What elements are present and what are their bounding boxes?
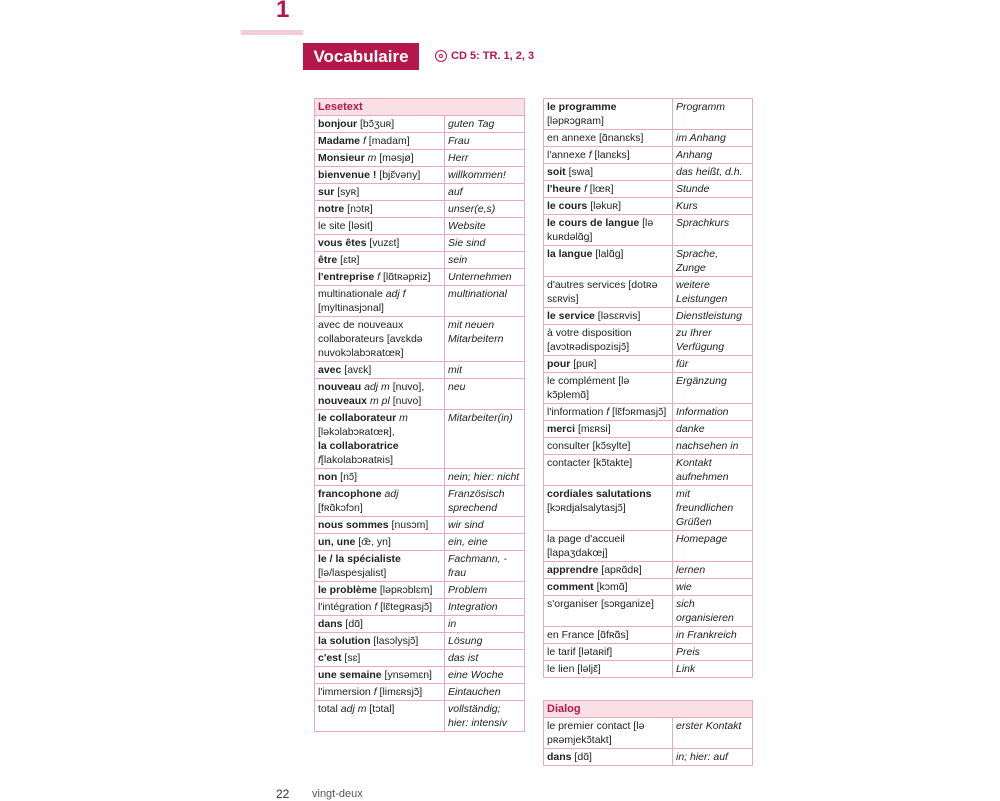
vocab-row: [315, 534, 525, 551]
german-translation: eine Woche: [445, 667, 525, 684]
vocab-row: [544, 661, 753, 678]
cd-label: CD 5: TR. 1, 2, 3: [451, 50, 535, 62]
vocab-row: [315, 317, 525, 362]
vocab-row: [544, 164, 753, 181]
german-translation: Information: [673, 404, 753, 421]
vocab-row: [544, 455, 753, 486]
german-translation: wir sind: [445, 517, 525, 534]
french-term: s'organiser [sɔʀganize]: [544, 596, 673, 627]
vocab-row: [544, 596, 753, 627]
vocab-row: [544, 579, 753, 596]
vocab-row: [315, 469, 525, 486]
french-term: le cours de langue [lə kuʀdəlɑ̃g]: [544, 215, 673, 246]
vocab-row: [315, 410, 525, 469]
german-translation: Französisch sprechend: [445, 486, 525, 517]
german-translation: Dienstleistung: [673, 308, 753, 325]
french-term: le cours [ləkuʀ]: [544, 198, 673, 215]
german-translation: mit freundlichen Grüßen: [673, 486, 753, 531]
vocab-table-dialog: [543, 700, 753, 766]
german-translation: Lösung: [445, 633, 525, 650]
french-term: apprendre [apʀɑ̃dʀ]: [544, 562, 673, 579]
german-translation: Homepage: [673, 531, 753, 562]
french-term: le complément [lə kɔ̃plemɑ̃]: [544, 373, 673, 404]
german-translation: Preis: [673, 644, 753, 661]
chapter-rule: [241, 30, 303, 35]
french-term: dans [dɑ̃]: [315, 616, 445, 633]
french-term: notre [nɔtʀ]: [315, 201, 445, 218]
french-term: un, une [œ̃, yn]: [315, 534, 445, 551]
german-translation: Kurs: [673, 198, 753, 215]
french-term: le tarif [lətaʀif]: [544, 644, 673, 661]
french-term: multinationale adj f [myltinasjɔnal]: [315, 286, 445, 317]
vocab-row: [315, 582, 525, 599]
vocab-row: [544, 130, 753, 147]
vocab-table-right: [543, 98, 753, 678]
german-translation: Website: [445, 218, 525, 235]
german-translation: Eintauchen: [445, 684, 525, 701]
french-term: francophone adj [fʀɑ̃kɔfɔn]: [315, 486, 445, 517]
french-term: consulter [kɔ̃sylte]: [544, 438, 673, 455]
cd-icon: [435, 50, 447, 62]
section-title: Vocabulaire: [303, 43, 419, 70]
french-term: le premier contact [lə pʀəmjekɔ̃takt]: [544, 718, 673, 749]
vocab-row: [544, 562, 753, 579]
vocab-row: [544, 356, 753, 373]
french-term: vous êtes [vuzɛt]: [315, 235, 445, 252]
vocab-row: [315, 235, 525, 252]
german-translation: Link: [673, 661, 753, 678]
vocab-row: [315, 218, 525, 235]
vocab-row: [544, 181, 753, 198]
french-term: l'intégration f [lɛ̃tegʀasjɔ̃]: [315, 599, 445, 616]
german-translation: weitere Leistungen: [673, 277, 753, 308]
vocab-row: [315, 133, 525, 150]
german-translation: nachsehen in: [673, 438, 753, 455]
french-term: le problème [ləpʀɔblɛm]: [315, 582, 445, 599]
vocab-row: [315, 167, 525, 184]
german-translation: neu: [445, 379, 525, 410]
french-term: Monsieur m [məsjø]: [315, 150, 445, 167]
french-term: comment [kɔmɑ̃]: [544, 579, 673, 596]
vocab-row: [315, 667, 525, 684]
french-term: bienvenue ! [bjɛ̃vəny]: [315, 167, 445, 184]
french-term: le / la spécialiste [lə/laspesjalist]: [315, 551, 445, 582]
french-term: c'est [sɛ]: [315, 650, 445, 667]
vocab-row: [544, 198, 753, 215]
vocab-row: [544, 325, 753, 356]
french-term: être [ɛtʀ]: [315, 252, 445, 269]
vocab-row: [544, 486, 753, 531]
german-translation: danke: [673, 421, 753, 438]
vocab-row: [315, 684, 525, 701]
german-translation: für: [673, 356, 753, 373]
vocab-row: [544, 147, 753, 164]
french-term: dans [dɑ̃]: [544, 749, 673, 766]
vocab-row: [544, 277, 753, 308]
french-term: nous sommes [nusɔm]: [315, 517, 445, 534]
german-translation: guten Tag: [445, 116, 525, 133]
french-term: non [nɔ̃]: [315, 469, 445, 486]
german-translation: Ergänzung: [673, 373, 753, 404]
german-translation: vollständig; hier: intensiv: [445, 701, 525, 732]
vocab-row: [315, 486, 525, 517]
german-translation: Integration: [445, 599, 525, 616]
french-term: cordiales salutations [kɔʀdjalsalytasjɔ̃]: [544, 486, 673, 531]
french-term: le lien [ləljɛ̃]: [544, 661, 673, 678]
vocab-row: [315, 650, 525, 667]
french-term: la solution [lasɔlysjɔ̃]: [315, 633, 445, 650]
german-translation: in Frankreich: [673, 627, 753, 644]
vocab-row: [544, 718, 753, 749]
german-translation: multinational: [445, 286, 525, 317]
german-translation: wie: [673, 579, 753, 596]
section-header-lesetext: Lesetext: [315, 99, 525, 116]
vocab-row: [544, 99, 753, 130]
vocab-row: [315, 379, 525, 410]
vocab-row: [544, 308, 753, 325]
french-term: d'autres services [dotʀə sɛʀvis]: [544, 277, 673, 308]
vocab-row: [315, 616, 525, 633]
french-term: l'heure f [lœʀ]: [544, 181, 673, 198]
vocab-row: [315, 701, 525, 732]
french-term: sur [syʀ]: [315, 184, 445, 201]
vocab-row: [315, 184, 525, 201]
german-translation: sein: [445, 252, 525, 269]
german-translation: Mitarbeiter(in): [445, 410, 525, 469]
french-term: une semaine [ynsəmɛn]: [315, 667, 445, 684]
french-term: merci [mɛʀsi]: [544, 421, 673, 438]
cd-reference: [435, 50, 534, 62]
french-term: nouveau adj m [nuvo], nouveaux m pl [nuvo]: [315, 379, 445, 410]
vocab-row: [544, 421, 753, 438]
german-translation: Anhang: [673, 147, 753, 164]
vocab-row: [315, 599, 525, 616]
page-number: 22: [276, 787, 290, 801]
french-term: l'information f [lɛ̃fɔʀmasjɔ̃]: [544, 404, 673, 421]
vocab-row: [315, 269, 525, 286]
vocab-row: [544, 627, 753, 644]
german-translation: Frau: [445, 133, 525, 150]
page-number-words: vingt-deux: [312, 788, 363, 800]
german-translation: Programm: [673, 99, 753, 130]
vocab-row: [315, 252, 525, 269]
french-term: le service [ləsɛʀvis]: [544, 308, 673, 325]
french-term: la langue [lalɑ̃g]: [544, 246, 673, 277]
german-translation: Sprache, Zunge: [673, 246, 753, 277]
section-header-dialog: Dialog: [544, 701, 753, 718]
vocab-row: [544, 749, 753, 766]
vocab-row: [544, 373, 753, 404]
french-term: en France [ɑ̃fʀɑ̃s]: [544, 627, 673, 644]
vocab-row: [315, 551, 525, 582]
vocab-row: [315, 517, 525, 534]
vocab-row: [315, 201, 525, 218]
german-translation: Kontakt aufnehmen: [673, 455, 753, 486]
french-term: le collaborateur m [ləkɔlabɔʀatœʀ], la collaboratrice f[lakolabɔʀatʀis]: [315, 410, 445, 469]
german-translation: im Anhang: [673, 130, 753, 147]
vocab-row: [315, 116, 525, 133]
german-translation: Sprachkurs: [673, 215, 753, 246]
german-translation: das heißt, d.h.: [673, 164, 753, 181]
vocab-row: [315, 150, 525, 167]
german-translation: Stunde: [673, 181, 753, 198]
french-term: le programme [ləpʀɔgʀam]: [544, 99, 673, 130]
german-translation: mit: [445, 362, 525, 379]
vocab-row: [544, 531, 753, 562]
vocab-row: [315, 286, 525, 317]
chapter-number: 1: [276, 0, 290, 23]
german-translation: mit neuen Mitarbeitern: [445, 317, 525, 362]
french-term: contacter [kɔ̃takte]: [544, 455, 673, 486]
french-term: avec [avɛk]: [315, 362, 445, 379]
vocab-table-left: [314, 98, 525, 732]
german-translation: ein, eine: [445, 534, 525, 551]
french-term: bonjour [bɔ̃ʒuʀ]: [315, 116, 445, 133]
german-translation: Herr: [445, 150, 525, 167]
french-term: à votre disposition [avɔtʀədispozisjɔ̃]: [544, 325, 673, 356]
german-translation: in; hier: auf: [673, 749, 753, 766]
french-term: pour [puʀ]: [544, 356, 673, 373]
french-term: l'entreprise f [lɑ̃tʀəpʀiz]: [315, 269, 445, 286]
vocab-row: [544, 644, 753, 661]
german-translation: sich organisieren: [673, 596, 753, 627]
vocab-row: [544, 404, 753, 421]
vocab-row: [544, 215, 753, 246]
french-term: la page d'accueil [lapaʒdakœj]: [544, 531, 673, 562]
german-translation: Unternehmen: [445, 269, 525, 286]
french-term: soit [swa]: [544, 164, 673, 181]
vocab-row: [544, 438, 753, 455]
german-translation: lernen: [673, 562, 753, 579]
german-translation: auf: [445, 184, 525, 201]
german-translation: Sie sind: [445, 235, 525, 252]
german-translation: in: [445, 616, 525, 633]
french-term: en annexe [ɑ̃nanɛks]: [544, 130, 673, 147]
french-term: avec de nouveaux collaborateurs [avɛkdə nuvokɔlabɔʀatœʀ]: [315, 317, 445, 362]
french-term: Madame f [madam]: [315, 133, 445, 150]
vocab-row: [315, 633, 525, 650]
vocab-row: [544, 246, 753, 277]
german-translation: Problem: [445, 582, 525, 599]
german-translation: zu Ihrer Verfügung: [673, 325, 753, 356]
german-translation: nein; hier: nicht: [445, 469, 525, 486]
german-translation: willkommen!: [445, 167, 525, 184]
vocab-row: [315, 362, 525, 379]
german-translation: unser(e,s): [445, 201, 525, 218]
french-term: total adj m [tɔtal]: [315, 701, 445, 732]
german-translation: erster Kontakt: [673, 718, 753, 749]
french-term: le site [ləsit]: [315, 218, 445, 235]
french-term: l'annexe f [lanɛks]: [544, 147, 673, 164]
german-translation: Fachmann, -frau: [445, 551, 525, 582]
german-translation: das ist: [445, 650, 525, 667]
french-term: l'immersion f [limɛʀsjɔ̃]: [315, 684, 445, 701]
